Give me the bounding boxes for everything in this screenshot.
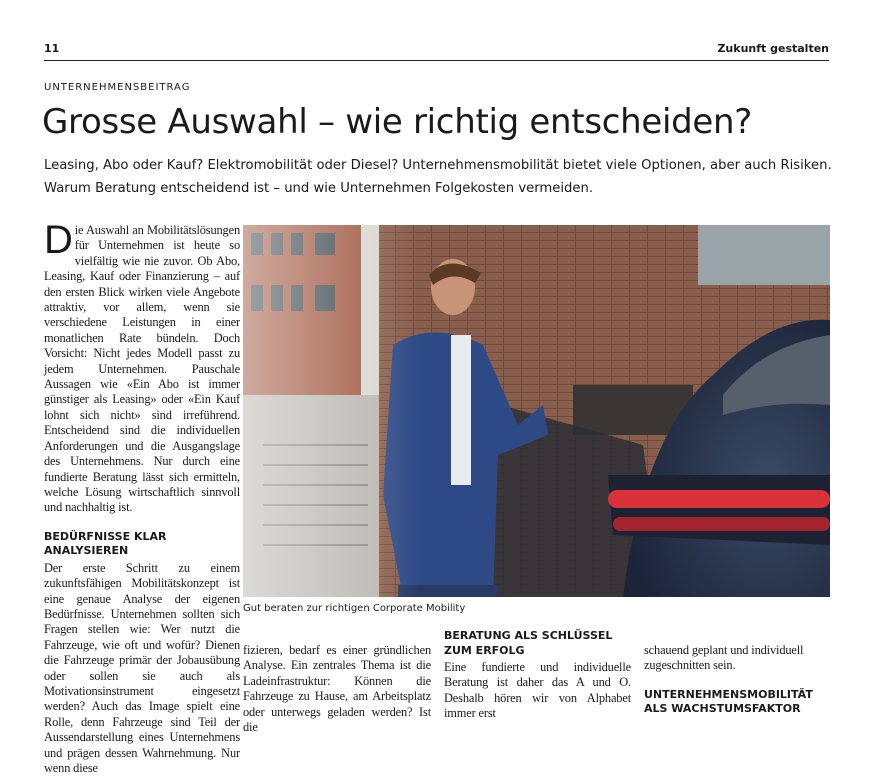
body-paragraph: schauend geplant und individuell zugeschnitten sein. — [644, 643, 804, 673]
subheading: UNTERNEHMENSMOBILITÄT ALS WACHSTUMSFAKTOR — [644, 687, 813, 716]
section-title: Zukunft gestalten — [717, 42, 829, 55]
subheading: BEDÜRFNISSE KLAR ANALYSIEREN — [44, 529, 167, 558]
photo-caption: Gut beraten zur richtigen Corporate Mobility — [243, 603, 466, 614]
lead-line: Warum Beratung entscheidend ist – und wie Unternehmen Folgekosten vermeiden. — [44, 181, 594, 196]
article-title: Grosse Auswahl – wie richtig entscheiden? — [42, 102, 753, 142]
column-4 — [644, 643, 830, 719]
page-number: 11 — [44, 42, 60, 55]
photo-man-with-car — [243, 225, 830, 597]
lead-line: Leasing, Abo oder Kauf? Elektromobilität oder Diesel? Unternehmensmobilität bietet viele Optionen, aber auch Risiken. — [44, 158, 832, 173]
body-paragraph: Eine fundierte und individuelle Beratung ist daher das A und O. Deshalb hören wir von Alphabet immer erst — [444, 660, 631, 721]
drop-cap: D — [44, 218, 73, 262]
intro-text: ie Auswahl an Mobilitätslösungen für Unternehmen ist heute so vielfältig wie nie zuvor. Ob Abo, Leasing, Kauf oder Finanzierung – auf den ersten Blick wirken viele Angebote attraktiv, vor allem, wenn sie verschiedene Leistungen in einer monatlichen Rate bündeln. Doch Vorsicht: Nicht jedes Modell passt zu jedem Unternehmen. Pauschale Aussagen wie «Ein Abo ist immer günstiger als Leasing» oder «Ein Kauf lohnt sich nicht» sind irreführend. Entscheidend sind die individuellen Anforderungen und die Ausgangslage des Unternehmens. Nur durch eine fundierte Beratung lässt sich ermitteln, welche Lösung wirtschaftlich sinnvoll und nachhaltig ist. — [44, 223, 240, 515]
article-photo — [243, 225, 830, 597]
header-divider — [44, 60, 829, 61]
subheading: BERATUNG ALS SCHLÜSSEL ZUM ERFOLG — [444, 629, 613, 657]
body-paragraph: fizieren, bedarf es einer gründlichen Analyse. Ein zentrales Thema ist die Ladeinfrastruktur: Können die Fahrzeuge zu Hause, am Arbeitsplatz oder unterwegs geladen werden? Ist die — [243, 643, 431, 735]
body-paragraph: Der erste Schritt zu einem zukunftsfähigen Mobilitätskonzept ist eine genaue Analyse der eigenen Bedürfnisse. Unternehmen sollten sich Fragen stellen wie: Wer nutzt die Fahrzeuge, wie oft und wofür? Dienen die Fahrzeuge primär der Jobausübung oder sollen sie auch als Motivationsinstrument eingesetzt werden? Auch das Image spielt eine Rolle, denn Fahrzeuge sind Teil der Aussendarstellung eines Unternehmens und prägen dessen Wahrnehmung. Nur wenn diese — [44, 560, 240, 775]
article-lead — [44, 154, 834, 200]
column-3 — [444, 629, 631, 722]
intro-paragraph — [44, 218, 240, 516]
kicker: UNTERNEHMENSBEITRAG — [44, 82, 191, 93]
column-1 — [44, 218, 240, 776]
